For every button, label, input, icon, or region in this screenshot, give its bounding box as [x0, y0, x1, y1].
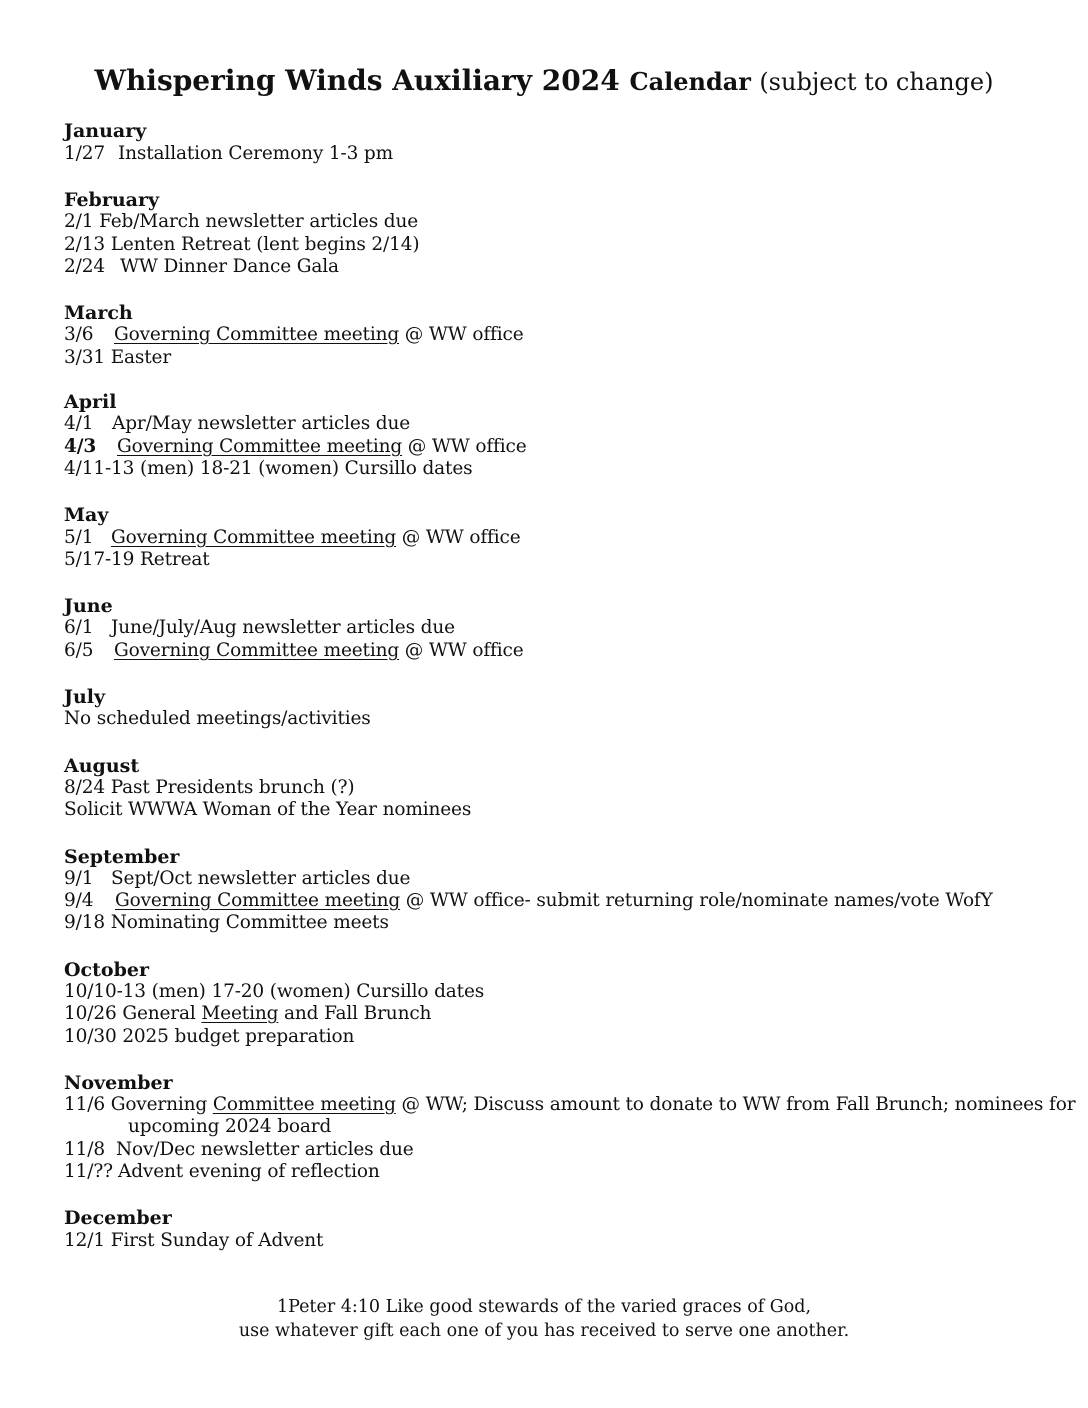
- governing-committee-link[interactable]: Governing Committee meeting: [115, 890, 401, 911]
- entry-date: 9/1: [64, 868, 94, 889]
- calendar-entry: [64, 458, 472, 480]
- verse-line-2: use whatever gift each one of you has received to serve one another.: [238, 1321, 850, 1341]
- general-meeting-link[interactable]: Meeting: [201, 1003, 279, 1024]
- calendar-entry: [64, 799, 471, 821]
- entry-text: Advent evening of reflection: [118, 1161, 380, 1182]
- entry-date: 3/6: [64, 324, 94, 345]
- entry-date: 9/4: [64, 890, 94, 911]
- month-heading-february: February: [64, 189, 160, 211]
- entry-text: 2025 budget preparation: [122, 1026, 355, 1047]
- calendar-entry: [64, 527, 521, 549]
- entry-text: Easter: [110, 347, 172, 368]
- entry-date: 11/??: [64, 1161, 113, 1182]
- calendar-entry: [64, 617, 455, 639]
- month-heading-october: October: [64, 959, 149, 981]
- entry-text: @ WW office: [399, 640, 524, 661]
- entry-date: 5/17-19: [64, 549, 135, 570]
- entry-text: WW Dinner Dance Gala: [120, 256, 339, 277]
- calendar-entry: [64, 413, 410, 435]
- calendar-entry: [64, 777, 354, 799]
- calendar-entry: [64, 143, 393, 165]
- calendar-entry: [64, 324, 524, 346]
- entry-text: Installation Ceremony 1-3 pm: [118, 143, 394, 164]
- entry-date: 4/11-13: [64, 458, 135, 479]
- entry-date: 6/1: [64, 617, 94, 638]
- calendar-entry: [64, 912, 389, 934]
- title-calendar: Calendar: [629, 67, 760, 96]
- entry-text: Feb/March newsletter articles due: [99, 211, 419, 232]
- entry-text: @ WW office: [396, 527, 521, 548]
- entry-text: June/July/Aug newsletter articles due: [111, 617, 455, 638]
- month-heading-june: June: [64, 595, 113, 617]
- month-heading-march: March: [64, 302, 133, 324]
- entry-text: and Fall Brunch: [278, 1003, 432, 1024]
- governing-committee-link[interactable]: Governing Committee meeting: [114, 324, 400, 345]
- entry-text: Past Presidents brunch (?): [110, 777, 355, 798]
- entry-date: 5/1: [64, 527, 94, 548]
- calendar-entry: [64, 256, 339, 278]
- calendar-entry: [64, 981, 484, 1003]
- entry-date: 4/3: [64, 436, 97, 457]
- calendar-entry: [64, 1139, 414, 1161]
- entry-text: @ WW office: [399, 324, 524, 345]
- calendar-entry: [64, 1161, 380, 1183]
- calendar-entry: [64, 640, 524, 662]
- entry-text: (men) 17-20 (women) Cursillo dates: [151, 981, 485, 1002]
- month-heading-may: May: [64, 504, 109, 526]
- entry-text: Sept/Oct newsletter articles due: [111, 868, 411, 889]
- entry-text: Nominating Committee meets: [110, 912, 389, 933]
- entry-date: 10/30: [64, 1026, 117, 1047]
- calendar-entry: [64, 1003, 431, 1025]
- entry-date: 3/31: [64, 347, 105, 368]
- entry-date: 2/13: [64, 234, 105, 255]
- entry-date: 2/24: [64, 256, 105, 277]
- calendar-entry: [64, 1094, 1075, 1116]
- month-heading-december: December: [64, 1207, 172, 1229]
- entry-pre: Governing: [110, 1094, 208, 1115]
- calendar-entry: [64, 211, 418, 233]
- calendar-entry: [64, 549, 210, 571]
- month-heading-august: August: [64, 755, 140, 777]
- calendar-entry: [64, 347, 171, 369]
- governing-committee-link[interactable]: Governing Committee meeting: [117, 436, 403, 457]
- entry-text: No scheduled meetings/activities: [64, 708, 371, 729]
- governing-committee-link[interactable]: Committee meeting: [212, 1094, 396, 1115]
- calendar-entry: [64, 1230, 323, 1252]
- calendar-entry: [64, 436, 527, 458]
- entry-text: @ WW; Discuss amount to donate to WW from Fall Brunch; nominees for: [395, 1094, 1076, 1115]
- month-heading-july: July: [64, 686, 106, 708]
- entry-text: Lenten Retreat (lent begins 2/14): [110, 234, 420, 255]
- calendar-entry: [64, 234, 419, 256]
- entry-date: 10/26: [64, 1003, 117, 1024]
- calendar-entry: [64, 708, 371, 730]
- month-heading-april: April: [64, 391, 117, 413]
- entry-date: 11/8: [64, 1139, 105, 1160]
- entry-text: Apr/May newsletter articles due: [112, 413, 411, 434]
- entry-date: 12/1: [64, 1230, 105, 1251]
- entry-text: @ WW office- submit returning role/nominate names/vote WofY: [400, 890, 993, 911]
- entry-date: 6/5: [64, 640, 94, 661]
- calendar-entry-continuation: upcoming 2024 board: [128, 1116, 332, 1137]
- entry-date: 1/27: [64, 143, 105, 164]
- calendar-entry: [64, 868, 410, 890]
- entry-date: 10/10-13: [64, 981, 146, 1002]
- entry-text: First Sunday of Advent: [110, 1230, 324, 1251]
- governing-committee-link[interactable]: Governing Committee meeting: [111, 527, 397, 548]
- entry-text: Retreat: [140, 549, 210, 570]
- calendar-entry: [64, 890, 993, 912]
- entry-text: Nov/Dec newsletter articles due: [116, 1139, 414, 1160]
- entry-date: 11/6: [64, 1094, 105, 1115]
- verse-line-1: 1Peter 4:10 Like good stewards of the varied graces of God,: [276, 1297, 812, 1317]
- calendar-entry: [64, 1026, 354, 1048]
- month-heading-january: January: [64, 120, 147, 142]
- month-heading-november: November: [64, 1072, 173, 1094]
- entry-text: @ WW office: [402, 436, 527, 457]
- entry-date: 4/1: [64, 413, 94, 434]
- title-main: Whispering Winds Auxiliary 2024: [94, 64, 630, 97]
- governing-committee-link[interactable]: Governing Committee meeting: [114, 640, 400, 661]
- entry-date: 2/1: [64, 211, 94, 232]
- page-title: [0, 62, 1088, 104]
- entry-date: 8/24: [64, 777, 105, 798]
- entry-text: (men) 18-21 (women) Cursillo dates: [140, 458, 473, 479]
- title-subtitle: (subject to change): [759, 68, 994, 96]
- entry-date: 9/18: [64, 912, 105, 933]
- entry-text: Solicit WWWA Woman of the Year nominees: [64, 799, 472, 820]
- entry-pre: General: [122, 1003, 196, 1024]
- month-heading-september: September: [64, 846, 180, 868]
